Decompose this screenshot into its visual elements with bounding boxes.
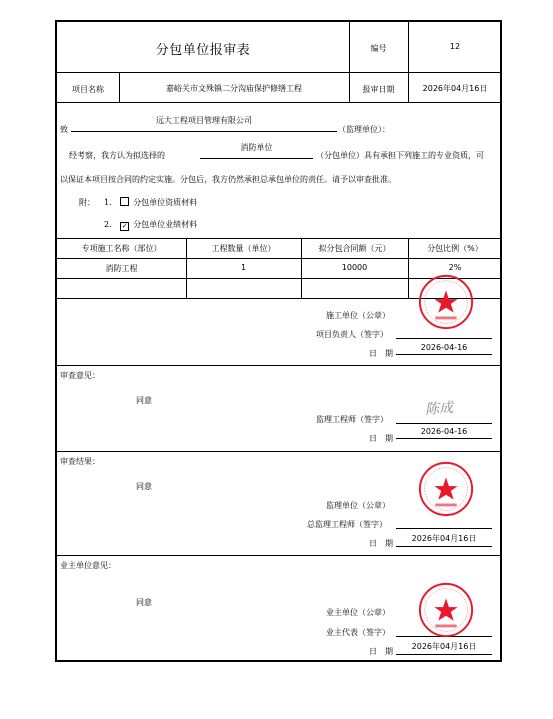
review-date-value: 2026-04-16 [396, 427, 492, 439]
number-value: 12 [449, 42, 461, 51]
to-prefix: 致 [60, 125, 68, 134]
col-header-ratio: 分包比例（%） [427, 244, 483, 253]
col-header-name: 专项施工名称（部位） [81, 244, 162, 253]
report-date-label: 报审日期 [362, 85, 395, 94]
attachment-1-checkbox[interactable] [120, 197, 129, 206]
result-opinion: 同意 [136, 482, 152, 491]
review-opinion: 同意 [136, 396, 152, 405]
owner-opinion: 同意 [136, 598, 152, 607]
contractor-unit-label: 施工单位（公章） [326, 311, 390, 320]
subcontractor-name: 消防单位 [200, 142, 313, 159]
result-unit-label: 监理单位（公章） [326, 501, 390, 510]
owner-unit-label: 业主单位（公章） [326, 608, 390, 617]
table-cell: 10000 [341, 263, 368, 272]
company-seal-icon [417, 460, 475, 518]
owner-date-value: 2026年04月16日 [396, 641, 492, 655]
body-line2: 以保证本项目按合同的约定实施。分包后，我方仍然承担总承包单位的责任。请予以审查批准。 [60, 175, 396, 184]
form-frame [55, 20, 502, 662]
number-label: 编号 [370, 44, 387, 53]
project-label: 项目名称 [72, 85, 104, 94]
attachment-item-1: 1. 分包单位资质材料 [104, 198, 198, 207]
result-date-label: 日 期 [369, 539, 393, 548]
contractor-date-value: 2026-04-16 [396, 343, 492, 355]
form-title: 分包单位报审表 [155, 43, 251, 58]
company-seal-icon [417, 273, 475, 331]
contractor-manager-label: 项目负责人（签字） [316, 330, 388, 339]
owner-title: 业主单位意见： [60, 561, 116, 570]
col-header-quantity: 工程数量（单位） [211, 244, 276, 253]
review-engineer-label: 监理工程师（签字） [316, 415, 388, 424]
table-cell: 消防工程 [105, 264, 138, 273]
col-header-amount: 拟分包合同额（元） [318, 244, 391, 253]
result-chief-line [396, 528, 492, 529]
attachments-label: 附： [79, 198, 95, 207]
table-cell: 2% [448, 263, 462, 272]
owner-date-label: 日 期 [369, 647, 393, 656]
body-suffix: （分包单位）具有承担下列施工的专业资质，可 [316, 151, 484, 160]
table-cell: 1 [240, 263, 247, 272]
attachment-item-2: 2. ✓ 分包单位业绩材料 [104, 220, 198, 230]
contractor-date-label: 日 期 [369, 349, 393, 358]
owner-rep-label: 业主代表（签字） [326, 628, 390, 637]
report-date-value: 2026年04月16日 [422, 84, 488, 93]
body-prefix: 经考察，我方认为拟选择的 [69, 151, 165, 160]
result-date-value: 2026年04月16日 [396, 533, 492, 547]
project-name: 嘉峪关市文殊镇二分沟庙保护修缮工程 [166, 84, 302, 93]
attachment-2-checkbox[interactable]: ✓ [121, 222, 128, 230]
result-chief-label: 总监理工程师（签字） [307, 520, 387, 529]
company-seal-icon [417, 581, 475, 639]
review-date-label: 日 期 [369, 434, 393, 443]
review-title: 审查意见： [60, 371, 100, 380]
review-engineer-line [396, 423, 492, 424]
result-title: 审查结果： [60, 457, 100, 466]
recipient-suffix: （监理单位）： [338, 125, 390, 134]
recipient-name: 远大工程项目管理有限公司 [71, 115, 337, 132]
contractor-manager-line [396, 338, 492, 339]
engineer-signature: 陈成 [424, 400, 454, 418]
